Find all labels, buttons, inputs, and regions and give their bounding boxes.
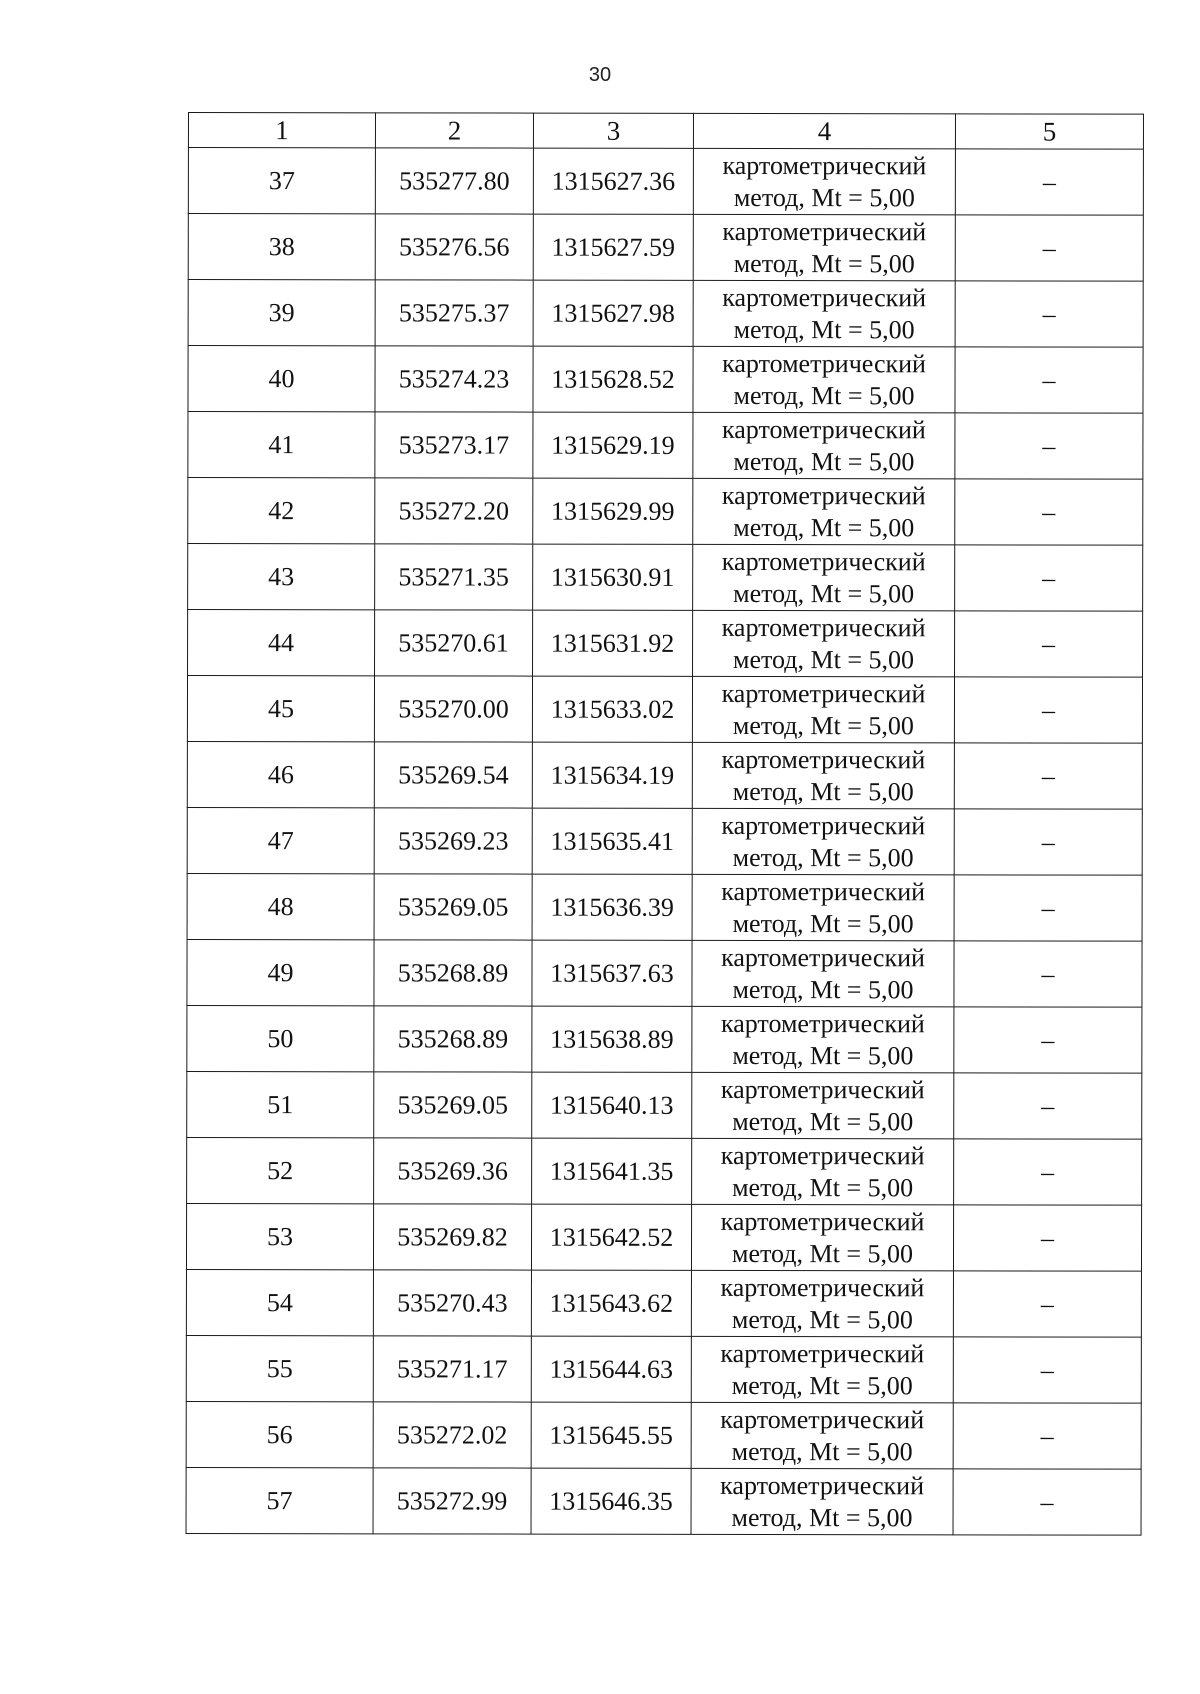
note-cell: – xyxy=(953,1469,1141,1535)
point-number-cell: 54 xyxy=(186,1269,373,1335)
method-line-2: метод, Mt = 5,00 xyxy=(733,182,915,212)
table-row xyxy=(187,1137,1142,1205)
note-cell: – xyxy=(955,215,1143,281)
note-cell: – xyxy=(955,281,1143,347)
method-line-1: картометрический xyxy=(721,480,926,510)
x-coordinate-cell: 535269.05 xyxy=(374,1072,532,1138)
page-number: 30 xyxy=(588,64,612,86)
x-coordinate-cell: 535271.17 xyxy=(373,1336,531,1402)
method-cell xyxy=(691,1204,953,1270)
method-cell xyxy=(693,412,955,478)
y-coordinate-cell: 1315627.98 xyxy=(533,280,693,346)
y-coordinate-cell: 1315640.13 xyxy=(532,1072,692,1138)
method-cell xyxy=(691,1402,953,1468)
y-coordinate-cell: 1315633.02 xyxy=(532,676,692,742)
point-number-cell: 41 xyxy=(188,412,375,478)
note-cell: – xyxy=(954,1007,1142,1073)
method-cell xyxy=(693,544,955,610)
x-coordinate-cell: 535270.00 xyxy=(374,676,532,742)
x-coordinate-cell: 535268.89 xyxy=(374,940,532,1006)
method-cell xyxy=(692,940,954,1006)
point-number-cell: 42 xyxy=(188,478,375,544)
y-coordinate-cell: 1315627.36 xyxy=(533,148,693,214)
point-number-cell: 45 xyxy=(187,676,374,742)
method-cell xyxy=(691,1468,953,1534)
point-number-cell: 44 xyxy=(188,610,375,676)
table-row xyxy=(187,741,1142,809)
x-coordinate-cell: 535269.82 xyxy=(373,1204,531,1270)
method-line-2: метод, Mt = 5,00 xyxy=(731,1304,913,1334)
table-row xyxy=(187,873,1142,941)
note-cell: – xyxy=(954,1073,1142,1139)
y-coordinate-cell: 1315628.52 xyxy=(533,346,693,412)
method-line-1: картометрический xyxy=(720,1008,925,1038)
x-coordinate-cell: 535272.02 xyxy=(373,1402,531,1468)
y-coordinate-cell: 1315637.63 xyxy=(532,940,692,1006)
table-row xyxy=(187,939,1142,1007)
method-cell xyxy=(692,1072,954,1138)
note-cell: – xyxy=(953,1337,1141,1403)
method-line-2: метод, Mt = 5,00 xyxy=(733,644,915,674)
point-number-cell: 37 xyxy=(188,148,375,214)
header-cell-5: 5 xyxy=(955,114,1143,149)
method-line-2: метод, Mt = 5,00 xyxy=(731,1238,914,1268)
table-row xyxy=(186,1467,1141,1535)
method-line-1: картометрический xyxy=(722,348,926,378)
y-coordinate-cell: 1315635.41 xyxy=(532,808,692,874)
note-cell: – xyxy=(954,809,1142,875)
note-cell: – xyxy=(954,941,1142,1007)
table-row xyxy=(186,1269,1141,1337)
note-cell: – xyxy=(955,149,1143,215)
y-coordinate-cell: 1315638.89 xyxy=(532,1006,692,1072)
y-coordinate-cell: 1315645.55 xyxy=(531,1402,691,1468)
method-line-2: метод, Mt = 5,00 xyxy=(732,710,914,740)
point-number-cell: 55 xyxy=(186,1335,373,1401)
point-number-cell: 48 xyxy=(187,873,374,939)
y-coordinate-cell: 1315627.59 xyxy=(533,214,693,280)
method-line-1: картометрический xyxy=(720,1074,925,1104)
method-line-2: метод, Mt = 5,00 xyxy=(733,314,915,344)
x-coordinate-cell: 535269.54 xyxy=(374,742,532,808)
method-line-2: метод, Mt = 5,00 xyxy=(732,776,914,806)
table-row xyxy=(186,1401,1141,1469)
y-coordinate-cell: 1315643.62 xyxy=(531,1270,691,1336)
method-line-2: метод, Mt = 5,00 xyxy=(733,512,915,542)
method-cell xyxy=(693,148,955,214)
y-coordinate-cell: 1315629.99 xyxy=(533,478,693,544)
table-row xyxy=(186,1203,1141,1271)
method-cell xyxy=(692,676,954,742)
header-row xyxy=(188,113,1143,150)
x-coordinate-cell: 535268.89 xyxy=(374,1006,532,1072)
point-number-cell: 52 xyxy=(187,1137,374,1203)
point-number-cell: 39 xyxy=(188,280,375,346)
note-cell: – xyxy=(954,875,1142,941)
x-coordinate-cell: 535269.36 xyxy=(374,1138,532,1204)
method-line-1: картометрический xyxy=(720,1470,925,1500)
point-number-cell: 53 xyxy=(186,1203,373,1269)
method-line-2: метод, Mt = 5,00 xyxy=(732,974,914,1004)
method-line-1: картометрический xyxy=(722,414,926,444)
method-cell xyxy=(693,610,955,676)
y-coordinate-cell: 1315636.39 xyxy=(532,874,692,940)
table-body xyxy=(186,148,1143,1536)
method-cell xyxy=(693,478,955,544)
point-number-cell: 40 xyxy=(188,346,375,412)
method-line-1: картометрический xyxy=(721,876,926,906)
point-number-cell: 57 xyxy=(186,1467,373,1533)
x-coordinate-cell: 535275.37 xyxy=(375,280,533,346)
method-cell xyxy=(693,280,955,346)
note-cell: – xyxy=(954,743,1142,809)
table-row xyxy=(188,280,1143,348)
table-row xyxy=(188,478,1143,546)
note-cell: – xyxy=(953,1205,1141,1271)
table-row xyxy=(187,807,1142,875)
note-cell: – xyxy=(955,347,1143,413)
table-row xyxy=(188,544,1143,612)
x-coordinate-cell: 535276.56 xyxy=(375,214,533,280)
method-line-2: метод, Mt = 5,00 xyxy=(731,1502,913,1532)
method-line-1: картометрический xyxy=(722,216,927,246)
table-row xyxy=(188,148,1143,216)
x-coordinate-cell: 535269.23 xyxy=(374,808,532,874)
header-cell-3: 3 xyxy=(533,113,693,148)
method-line-1: картометрический xyxy=(721,678,926,708)
method-cell xyxy=(692,1138,954,1204)
method-line-1: картометрический xyxy=(721,810,926,840)
note-cell: – xyxy=(955,611,1143,677)
header-cell-2: 2 xyxy=(375,113,533,148)
method-line-2: метод, Mt = 5,00 xyxy=(732,1106,914,1136)
point-number-cell: 43 xyxy=(188,544,375,610)
method-line-1: картометрический xyxy=(722,150,927,180)
method-line-2: метод, Mt = 5,00 xyxy=(733,248,915,278)
point-number-cell: 49 xyxy=(187,939,374,1005)
table-row xyxy=(188,610,1143,678)
y-coordinate-cell: 1315630.91 xyxy=(533,544,693,610)
method-cell xyxy=(693,346,955,412)
method-cell xyxy=(693,214,955,280)
x-coordinate-cell: 535272.99 xyxy=(373,1468,531,1534)
method-line-2: метод, Mt = 5,00 xyxy=(731,1370,913,1400)
method-line-1: картометрический xyxy=(720,1404,925,1434)
y-coordinate-cell: 1315629.19 xyxy=(533,412,693,478)
method-line-1: картометрический xyxy=(721,612,926,642)
x-coordinate-cell: 535271.35 xyxy=(375,544,533,610)
method-line-2: метод, Mt = 5,00 xyxy=(733,446,915,476)
method-line-1: картометрический xyxy=(722,282,927,312)
table-row xyxy=(188,412,1143,480)
x-coordinate-cell: 535273.17 xyxy=(375,412,533,478)
method-line-1: картометрический xyxy=(721,744,926,774)
method-line-2: метод, Mt = 5,00 xyxy=(733,380,915,410)
method-line-2: метод, Mt = 5,00 xyxy=(732,1040,914,1070)
point-number-cell: 47 xyxy=(187,807,374,873)
x-coordinate-cell: 535269.05 xyxy=(374,874,532,940)
coordinates-table xyxy=(186,112,1144,1536)
y-coordinate-cell: 1315641.35 xyxy=(532,1138,692,1204)
method-line-1: картометрический xyxy=(721,942,925,972)
note-cell: – xyxy=(955,413,1143,479)
method-cell xyxy=(691,1270,953,1336)
method-cell xyxy=(692,1006,954,1072)
note-cell: – xyxy=(955,545,1143,611)
point-number-cell: 50 xyxy=(187,1005,374,1071)
method-line-2: метод, Mt = 5,00 xyxy=(732,1172,914,1202)
point-number-cell: 46 xyxy=(187,741,374,807)
x-coordinate-cell: 535277.80 xyxy=(375,148,533,214)
y-coordinate-cell: 1315631.92 xyxy=(533,610,693,676)
note-cell: – xyxy=(953,1271,1141,1337)
header-cell-4: 4 xyxy=(693,113,955,148)
method-cell xyxy=(692,874,954,940)
header-cell-1: 1 xyxy=(188,113,375,148)
x-coordinate-cell: 535274.23 xyxy=(375,346,533,412)
note-cell: – xyxy=(954,1139,1142,1205)
table-header xyxy=(188,113,1143,150)
method-line-1: картометрический xyxy=(720,1206,925,1236)
point-number-cell: 38 xyxy=(188,214,375,280)
method-line-1: картометрический xyxy=(720,1338,925,1368)
method-line-2: метод, Mt = 5,00 xyxy=(732,908,914,938)
note-cell: – xyxy=(954,677,1142,743)
note-cell: – xyxy=(953,1403,1141,1469)
x-coordinate-cell: 535270.43 xyxy=(373,1270,531,1336)
table-row xyxy=(187,676,1142,744)
method-line-1: картометрический xyxy=(720,1272,925,1302)
y-coordinate-cell: 1315642.52 xyxy=(531,1204,691,1270)
method-cell xyxy=(691,1336,953,1402)
method-line-2: метод, Mt = 5,00 xyxy=(731,1436,913,1466)
y-coordinate-cell: 1315644.63 xyxy=(531,1336,691,1402)
table-row xyxy=(186,1335,1141,1403)
note-cell: – xyxy=(955,479,1143,545)
method-line-1: картометрический xyxy=(720,1140,925,1170)
method-cell xyxy=(692,808,954,874)
method-line-2: метод, Mt = 5,00 xyxy=(732,842,914,872)
method-line-2: метод, Mt = 5,00 xyxy=(733,578,915,608)
table-row xyxy=(187,1071,1142,1139)
x-coordinate-cell: 535270.61 xyxy=(375,610,533,676)
point-number-cell: 56 xyxy=(186,1401,373,1467)
y-coordinate-cell: 1315646.35 xyxy=(531,1468,691,1534)
method-cell xyxy=(692,742,954,808)
method-line-1: картометрический xyxy=(721,546,926,576)
table-row xyxy=(188,214,1143,282)
y-coordinate-cell: 1315634.19 xyxy=(532,742,692,808)
table-row xyxy=(187,1005,1142,1073)
table-row xyxy=(188,346,1143,414)
x-coordinate-cell: 535272.20 xyxy=(375,478,533,544)
point-number-cell: 51 xyxy=(187,1071,374,1137)
